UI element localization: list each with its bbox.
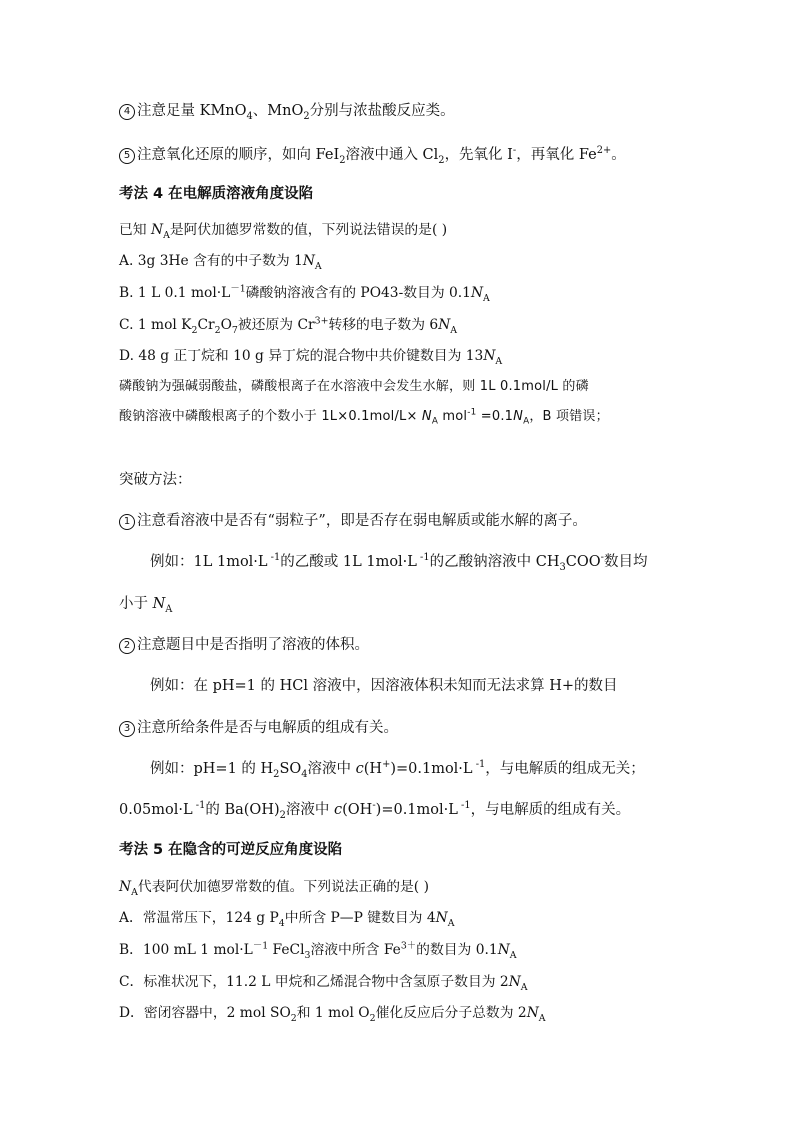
option-a: A. 3g 3He 含有的中子数为 $1N_A$: [119, 253, 322, 272]
method-1: 1 注意看溶液中是否有“弱粒子”，即是否存在弱电解质或能水解的离子。: [119, 511, 587, 531]
note-4: 4 注意足量 KMnO$_4$、MnO$_2$分别与浓盐酸反应类。: [119, 101, 455, 121]
section-4-heading: 考法 4 在电解质溶液角度设陷: [119, 186, 314, 202]
method-3: 3 注意所给条件是否与电解质的组成有关。: [119, 718, 398, 738]
circled-number: 2: [119, 638, 135, 654]
section-4-question: 已知 $N_A$是阿伏加德罗常数的值，下列说法错误的是( ): [119, 222, 448, 241]
option-c: C．标准状况下，11.2 L 甲烷和乙烯混合物中含氢原子数目为 $2N_A$: [119, 974, 528, 993]
method-1-example: 例如：1L 1mol·L $^{-1}$的乙酸或 1L 1mol·L $^{-1}$的乙酸钠溶液中 $CH_3COO^-$数目均: [150, 552, 648, 573]
explanation-line-2: 酸钠溶液中磷酸根离子的个数小于 $1L\times 0.1mol/L\times N_A$ $mol^{-1} =0.1N_A$，B 项错误；: [119, 407, 609, 427]
circled-number: 4: [119, 104, 135, 120]
method-1-example-cont: 小于 $N_A$: [119, 596, 173, 615]
circled-number: 5: [119, 148, 135, 164]
option-d: D．密闭容器中，2 mol $SO_2$和 1 mol $O_2$催化反应后分子总数为 $2N_A$: [119, 1005, 546, 1024]
method-2: 2 注意题目中是否指明了溶液的体积。: [119, 635, 369, 655]
option-b: B．100 mL 1 $mol\cdot L^{-1}$ FeCl$_3$溶液中所含 $Fe^{3+}$的数目为 $0.1N_A$: [119, 940, 517, 961]
method-3-example: 例如：pH=1 的 $H_2SO_4$溶液中 c(H+)=0.1mol·L $^{-1}$，与电解质的组成无关；: [150, 759, 645, 780]
option-b: B. 1 L 0.1 $mol\cdot L^{-1}$磷酸钠溶液含有的 PO43-数目为 $0.1N_A$: [119, 283, 490, 304]
explanation-line-1: 磷酸钠为强碱弱酸盐，磷酸根离子在水溶液中会发生水解，则 1L 0.1mol/L 的磷: [119, 379, 589, 394]
section-5-heading: 考法 5 在隐含的可逆反应角度设陷: [119, 842, 343, 858]
note-5: 5 注意氧化还原的顺序，如向 FeI$_2$溶液中通入 $Cl_2$，先氧化 I-，再氧化 $Fe^{2+}$。: [119, 145, 626, 165]
circled-number: 3: [119, 721, 135, 737]
circled-number: 1: [119, 514, 135, 530]
method-2-example: 例如：在 pH=1 的 HCl 溶液中，因溶液体积未知而无法求算 H+的数目: [150, 678, 618, 694]
option-d: D. 48 g 正丁烷和 10 g 异丁烷的混合物中共价键数目为 $13N_A$: [119, 348, 503, 367]
option-c: C. 1 mol $K_2Cr_2O_7$被还原为 $Cr^{3+}$转移的电子数为 $6N_A$: [119, 315, 458, 336]
section-5-question: $N_A$代表阿伏加德罗常数的值。下列说法正确的是( ): [119, 879, 429, 898]
option-a: A．常温常压下，124 g $P_4$中所含 P—P 键数目为 $4N_A$: [119, 910, 455, 929]
method-title: 突破方法：: [119, 472, 192, 488]
method-3-example-cont: 0.05mol·L $^{-1}$的 $Ba(OH)_2$溶液中 c(OH-)=0.1mol·L $^{-1}$，与电解质的组成有关。: [119, 800, 631, 821]
